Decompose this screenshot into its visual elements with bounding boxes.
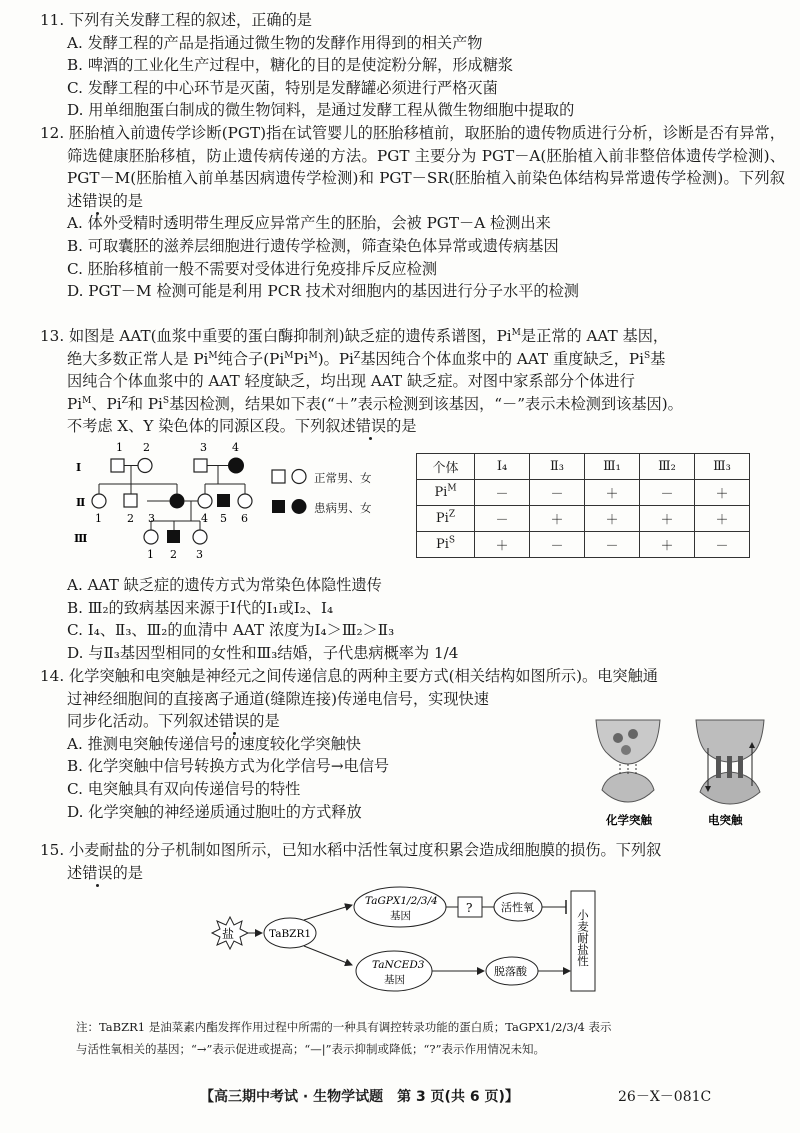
pedigree-chart — [60, 438, 270, 563]
q14-line2: 过神经细胞间的直接离子通道(缝隙连接)传递电信号，实现快速 — [67, 689, 489, 708]
legend-symbols — [270, 467, 310, 517]
question-12 — [40, 122, 785, 303]
svg-text:TaBZR1: TaBZR1 — [269, 928, 312, 940]
legend-affected: 患病男、女 — [314, 501, 372, 515]
svg-text:1: 1 — [116, 441, 123, 454]
genotype-table — [416, 453, 750, 558]
q14-option-d: D. 化学突触的神经递质通过胞吐的方式释放 — [67, 802, 362, 821]
i2-normal-female — [138, 459, 152, 473]
svg-text:活性氧: 活性氧 — [501, 901, 534, 914]
svg-text:2: 2 — [143, 441, 150, 454]
q11-option-b: B. 啤酒的工业化生产过程中，糖化的目的是使淀粉分解，形成糖浆 — [67, 56, 514, 75]
svg-text:6: 6 — [241, 512, 248, 525]
svg-text:4: 4 — [201, 512, 208, 525]
svg-text:3: 3 — [148, 512, 155, 525]
table-row: $Pi^M$ － － ＋ － ＋ — [417, 480, 750, 506]
q12-option-d: D. PGT－M 检测可能是利用 PCR 技术对细胞内的基因进行分子水平的检测 — [67, 282, 579, 301]
question-13-stem — [40, 325, 785, 438]
svg-text:?: ? — [466, 901, 473, 915]
q12-stem: 12. 胚胎植入前遗传学诊断(PGT)指在试管婴儿的胚胎移植前，取胚胎的遗传物质进行分析，诊断是否有异常，筛选健康胚胎移植，防止遗传病传递的方法。PGT 主要分为 PGT－A(胚胎植入前非整倍体遗传学检测)、PGT－M(胚胎植入前单基因病遗传学检测)和 PGT－SR(胚胎植入前染色体结构异常遗传学检测)。下列叙述错误的是 — [40, 124, 785, 210]
q11-option-c: C. 发酵工程的中心环节是灭菌，特别是发酵罐必须进行严格灭菌 — [67, 78, 498, 97]
svg-text:基因: 基因 — [390, 910, 411, 922]
gen-3-label: Ⅲ — [74, 532, 88, 545]
q14-option-b: B. 化学突触中信号转换方式为化学信号→电信号 — [67, 757, 390, 776]
note-line-1: 注：TaBZR1 是油菜素内酯发挥作用过程中所需的一种具有调控转录功能的蛋白质；TaGPX1/2/3/4 表示 — [76, 1020, 612, 1034]
q13-line2: 绝大多数正常人是 $Pi^M$纯合子$(Pi^MPi^M)$。$Pi^Z$基因纯合个体血浆中的 AAT 重度缺乏，$Pi^S$基 — [67, 349, 666, 368]
q15-line1: 15. 小麦耐盐的分子机制如图所示，已知水稻中活性氧过度积累会造成细胞膜的损伤。下列叙 — [40, 841, 662, 859]
svg-text:脱落酸: 脱落酸 — [494, 965, 527, 978]
q13-line1: 13. 如图是 AAT(血浆中重要的蛋白酶抑制剂)缺乏症的遗传系谱图，$Pi^M$是正常的 AAT 基因， — [40, 327, 669, 345]
i3-normal-male — [194, 459, 207, 472]
svg-text:TaNCED3: TaNCED3 — [372, 959, 425, 971]
q11-stem: 11. 下列有关发酵工程的叙述，正确的是 — [40, 11, 312, 29]
iii2-affected-male — [167, 530, 180, 543]
footer-code: 26－X－081C — [618, 1089, 712, 1105]
ii5-affected-male — [217, 494, 230, 507]
svg-text:4: 4 — [232, 441, 239, 454]
result-label: 小麦耐盐性 — [576, 909, 590, 967]
q12-emph: 错误 — [82, 191, 113, 210]
q13-option-c: C. Ⅰ₄、Ⅱ₃、Ⅲ₂的血清中 AAT 浓度为Ⅰ₄＞Ⅲ₂＞Ⅱ₃ — [67, 621, 395, 640]
gen-2-label: Ⅱ — [76, 496, 86, 509]
q14-option-c: C. 电突触具有双向传递信号的特性 — [67, 779, 301, 798]
q13-line3: 因纯合个体血浆中的 AAT 轻度缺乏，均出现 AAT 缺乏症。对图中家系部分个体进行 — [67, 372, 635, 391]
q12-option-a: A. 体外受精时透明带生理反应异常产生的胚胎，会被 PGT－A 检测出来 — [67, 214, 551, 233]
q14-option-a: A. 推测电突触传递信号的速度较化学突触快 — [67, 734, 361, 753]
label-electrical-synapse: 电突触 — [708, 813, 743, 827]
q15-line2: 述错误的是 — [67, 863, 143, 882]
iii1-normal-female — [144, 530, 158, 544]
q12-option-b: B. 可取囊胚的滋养层细胞进行遗传学检测，筛查染色体异常或遗传病基因 — [67, 236, 559, 255]
salt-tolerance-diagram — [200, 885, 620, 1010]
table-row: $Pi^S$ ＋ － － ＋ － — [417, 532, 750, 558]
svg-text:2: 2 — [170, 548, 177, 561]
note-line-2: 与活性氧相关的基因；“→”表示促进或提高；“—|”表示抑制或降低；“?”表示作用情况未知。 — [76, 1042, 545, 1056]
gen-1-label: Ⅰ — [76, 461, 82, 474]
q13-option-d: D. 与Ⅱ₃基因型相同的女性和Ⅲ₃结婚，子代患病概率为 1/4 — [67, 643, 459, 662]
svg-text:5: 5 — [220, 512, 227, 525]
q14-line1: 14. 化学突触和电突触是神经元之间传递信息的两种主要方式(相关结构如图所示)。电突触通 — [40, 667, 658, 685]
q12-option-c: C. 胚胎移植前一般不需要对受体进行免疫排斥反应检测 — [67, 259, 438, 278]
legend-normal: 正常男、女 — [314, 471, 372, 485]
q11-option-d: D. 用单细胞蛋白制成的微生物饲料，是通过发酵工程从微生物细胞中提取的 — [67, 101, 575, 120]
label-chemical-synapse: 化学突触 — [606, 813, 652, 827]
table-header-row: 个体 Ⅰ₄ Ⅱ₃ Ⅲ₁ Ⅲ₂ Ⅲ₃ — [417, 454, 750, 480]
q13-option-a: A. AAT 缺乏症的遗传方式为常染色体隐性遗传 — [67, 576, 382, 594]
ii4-normal-female — [198, 494, 212, 508]
svg-text:3: 3 — [196, 548, 203, 561]
diagram-note — [76, 1016, 784, 1060]
ii6-normal-female — [238, 494, 252, 508]
svg-text:2: 2 — [127, 512, 134, 525]
q13-option-b: B. Ⅲ₂的致病基因来源于Ⅰ代的Ⅰ₁或Ⅰ₂、Ⅰ₄ — [67, 598, 334, 617]
question-15 — [40, 839, 785, 884]
svg-text:3: 3 — [200, 441, 207, 454]
svg-text:基因: 基因 — [384, 974, 405, 986]
footer-title: 【高三期中考试 · 生物学试题 第 3 页(共 6 页)】 — [200, 1089, 519, 1105]
question-11 — [40, 9, 785, 122]
svg-text:1: 1 — [95, 512, 102, 525]
q14-line3: 同步化活动。下列叙述错误的是 — [67, 712, 280, 731]
i1-normal-male — [111, 459, 124, 472]
table-row: $Pi^Z$ － ＋ ＋ ＋ ＋ — [417, 506, 750, 532]
i4-affected-female — [229, 458, 244, 473]
svg-text:盐: 盐 — [222, 927, 235, 941]
q13-line4: $Pi^M$、$Pi^Z$和 $Pi^S$基因检测，结果如下表(“＋”表示检测到该基因，“－”表示未检测到该基因)。 — [67, 394, 683, 413]
ii2-normal-male — [124, 494, 137, 507]
question-13-options — [40, 574, 785, 664]
synapse-figure — [588, 716, 778, 831]
q11-option-a: A. 发酵工程的产品是指通过微生物的发酵作用得到的相关产物 — [67, 33, 483, 52]
ii1-normal-female — [92, 494, 106, 508]
iii3-normal-female — [193, 530, 207, 544]
svg-text:TaGPX1/2/3/4: TaGPX1/2/3/4 — [365, 895, 438, 907]
q13-line5: 不考虑 X、Y 染色体的同源区段。下列叙述错误的是 — [67, 417, 417, 436]
svg-text:1: 1 — [147, 548, 154, 561]
